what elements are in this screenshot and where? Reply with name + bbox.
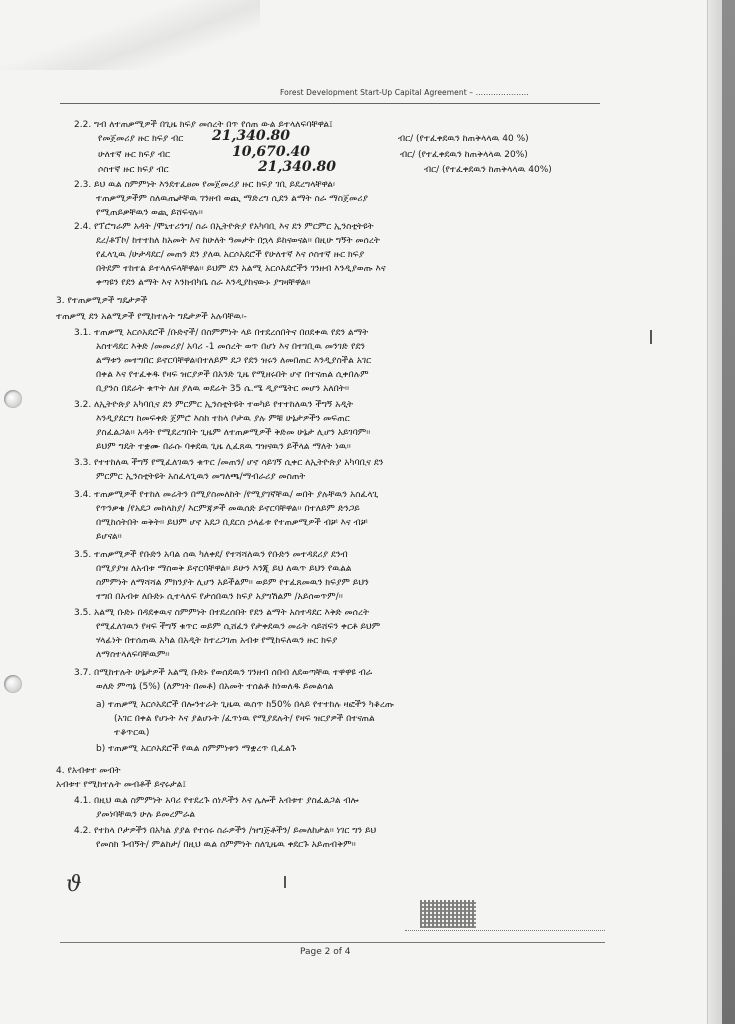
punch-hole-top — [4, 390, 22, 408]
text-line: ተጠቃሚዎችም ስለዉጤታቸዉ ገንዘብ ወጪ ማድረግ ሲደን ልማት ስራ ማስጀመሪያ — [96, 194, 368, 204]
dotted-rule — [405, 930, 605, 931]
text-line: ሃላፊነት በተሰጠዉ አካል በአዲት ከተረጋገጠ አብቱ የሚከፍለዉን ዙር ክፍያ — [96, 636, 338, 646]
handwritten-amount: 10,670.40 — [232, 144, 310, 160]
text-line: በሚከሰትበት ወቅት፡፡ ይህም ሆኖ አደጋ ቢደርስ ኃላፊቱ የተጠቃሚዎች ብቻ እና ብቻ — [96, 518, 368, 528]
text-line: 3.1. ተጠቃሚ አርሶአደሮች /ቡድኖች/ በስምምነት ላይ በተደረሰበትና በዐደቀዉ የደን ልማት — [74, 328, 369, 338]
text-line: a) ተጠቃሚ አርሶአደሮች በሎንተራት ጊዜዉ ዉስጥ ከ50% በላይ የተተከሉ ዛፎችን ካቆረጡ — [96, 700, 394, 710]
text-line: ወለድ ምጣኔ (5%) (ለምገት በመቶ) በአመት ተሰልቶ ከነወለዱ ይመልሳል — [96, 682, 334, 692]
text-line: ሶስተኛ ዙር ክፍያ ብር — [98, 165, 169, 175]
text-line: ቢያንስ በደራት ቁጥት ለዘ ያለዉ ወደሬት 35 ሴ.ሜ ዲያሜትር መሆን አለበት፡፡ — [96, 384, 350, 394]
page-edge — [707, 0, 722, 1024]
text-line: እንዲያደርግ ከመፍቀድ ጀምሮ እስከ ተከላ ቦታዉ ያሉ ምቹ ሁኔታዎችን መፍጠር — [96, 414, 350, 424]
text-line: ተጠቃሚ ደን አልሚዎች የሚከተሉት ግዴታዎች አሉባቸዉ፡- — [56, 312, 247, 322]
text-line: ሁለተኛ ዙር ክፍያ ብር — [98, 150, 170, 160]
amount-percentage-note: ብር/ (የተፈቀደዉን ከጠቅላላዉ 20%) — [400, 150, 528, 160]
punch-hole-bottom — [4, 675, 22, 693]
text-line: የመስክ ጉብኝት/ ምልከታ/ በዚህ ዉል ስምምነት ስለጊዜዉ ቀደርጉ አይጠብቅም፡፡ — [96, 840, 356, 850]
text-line: ተግበ በአብቱ ለቡድኑ ሲተላለፍ የታሰበዉን ክፍያ አያግሽልም /አይሰወጥም/፡፡ — [96, 592, 343, 602]
text-line: አስተዳደር እቅድ /መመሪያ/ አባሪ -1 መሰረት ወጥ በሆነ እና በተገቢዉ መንገድ የደን — [96, 342, 365, 352]
text-line: ልማቱን መተግበር ይኖርባቸዋል፡በተለይም ደጋ የደን ዝሩን ለመበጠር እንዲያስችል አገር — [96, 356, 372, 366]
text-line: ያስፈልጋል፡፡ አዳት የሚደረግበት ጊዜም ለተጠቃሚዎች ቅድመ ሁኔታ ሊሆን አይገባም፡፡ — [96, 428, 371, 438]
text-line: 3. የተጠቃሚዎች ግዴታዎች — [56, 296, 148, 306]
text-line: 4. የአብቱተ መብት — [56, 766, 121, 776]
text-line: ምርምር ኢንስቲትዩት አስፈላጊዉን መግለጫ/ማብራሪያ መስጠት — [96, 472, 306, 482]
text-line: የጥንቃቄ /የአደጋ መከላከያ/ እርምጃዎች መዉሰድ ይኖርባቸዋል፡፡ በተለይም ድንጋይ — [96, 504, 360, 514]
text-line: ለማስተላለፍባቸዉም፡፡ — [96, 650, 170, 660]
text-line: 3.7. በሚከተሉት ሁኔታዎች አልሚ ቡድኑ የወሰደዉን ገንዘብ ሰበብ ለደወጣቸዉ ተዋዋዩ ብራ — [74, 668, 373, 678]
margin-mark — [650, 330, 652, 344]
text-line: (አገር በቀል የሆኑት እና ያልሆኑት /ፈጥነዉ የሚያደሉት/ የዛፍ ዝርያዎች በተናጠል — [114, 714, 375, 724]
text-line: የሚጠይቃቸዉን ወጪ ይሸፍናሉ፡፡ — [96, 208, 203, 218]
header-divider — [60, 103, 600, 104]
text-line: ደረ/ቶፕኮ/ ከተተከለ ከአመት እና ከሁለት ዓመታት በኋላ ይከናወናል፡፡ በዚሁ ግኝት መሰረት — [96, 236, 380, 246]
handwritten-scribble: ϑ — [66, 872, 82, 897]
amount-percentage-note: ብር/ (የተፈቀደዉን ከጠቅላላዉ 40 %) — [398, 134, 529, 144]
text-line: 3.5. ተጠቃሚዎች የቡድን አባል ሰዉ ካለቀደ/ የተሻሻለዉን የቡድን መተዳደሪያ ደንብ — [74, 550, 348, 560]
text-line: በትደም ተከተል ይተላለፍላቸዋል፡፡ ይህም ደን አልሚ አርሶአደሮችን ገንዘብ እንዲያወጡ እና — [96, 264, 386, 274]
text-line: ተቆጥርዉ) — [114, 728, 150, 738]
text-line: 4.2. የተከላ ቦታዎችን በአካል ያያል የተሰሩ ስራዎችን /ዝግጅቶችን/ ይመለከታል፡፡ ነገር ግን ይህ — [74, 826, 377, 836]
text-line: 3.2. ለኢትዮጵያ አካባቢና ደን ምርምር ኢንስቲትዩት ተወካይ የተተከለዉን ችግኝ አዲት — [74, 400, 354, 410]
text-line: 2.3. ይህ ዉል ስምምነት እንደተፈፀመ የመጀመሪያ ዙር ክፍያ ገቢ ይደረግላቸዋል፡ — [74, 180, 336, 190]
text-line: ያመነባቸዉን ሁሉ ይመረምራል — [96, 810, 196, 820]
text-line: የፈላጊዉ /ሁታዳደር/ መጠን ደን ያለዉ አርሶአደሮች የሁለተኛ እና ሶስተኛ ዙር ክፍያ — [96, 250, 365, 260]
text-line: ስምምነት ለማሻሻል ምክንያት ሊሆን አይችልም፡፡ ወይም የተፈጸመዉን ክፍያም ይህን — [96, 578, 369, 588]
margin-mark-bottom — [284, 876, 286, 888]
text-line: 2.4. የፕሮግራም አዳት /ሞኒተሪንግ/ ስራ በኢትዮጵያ የአካባቢ እና ደን ምርምር ኢንስቲትዩት — [74, 222, 374, 232]
text-line: ይህም ግዴት ተቋሙ በራሱ ባቀደዉ ጊዜ ሊፈጸዉ ግዝናዉን ይችላል ማለት ነዉ፡፡ — [96, 442, 351, 452]
text-line: የመጀመሪያ ዙር ክፍያ ብር — [98, 134, 184, 144]
text-line: 3.3. የተተከለዉ ችግኝ የሚፈለገዉን ቁጥር /መጠን/ ሆኖ ሳይገኝ ሲቀር ለኢትዮጵያ አካባቢና ደን — [74, 458, 384, 468]
text-line: 3.5. አልሚ ቡድኑ በዳደቀዉና ስምምነት በተደረሰበት የደን ልማት አስተዳደር እቅድ መሰረት — [74, 608, 370, 618]
amount-percentage-note: ብር/ (የተፈቀደዉን ከጠቅላላዉ 40%) — [424, 165, 552, 175]
qr-stamp-icon — [420, 900, 476, 928]
text-line: በቀል እና የተፈቀዱ የዛፍ ዝርያዎች በአንድ ጊዜ የሚዘሩበት ሆኖ በተናጠል ሲቀበሉም — [96, 370, 369, 380]
page-header: Forest Development Start-Up Capital Agreement – ………………… — [280, 88, 529, 97]
page-number: Page 2 of 4 — [300, 947, 351, 957]
handwritten-amount: 21,340.80 — [258, 159, 336, 175]
footer-divider — [60, 942, 605, 943]
text-line: 3.4. ተጠቃሚዎች የተከለ መሬትን በሚያስመለከት /የሚያገኛቸዉ/ ወበት ያሉቸዉን አስፈላጊ — [74, 490, 379, 500]
text-line: 4.1. በዚህ ዉል ስምምነት አባሪ የተደረጉ ሰነዶችን እና ሌሎች አብቱተ ያስፈልጋል ብሎ — [74, 796, 359, 806]
page-curl — [0, 0, 260, 70]
text-line: ቀጣዩን የደን ልማት እና እንክብካቤ ስራ እንዲያከናውኑ ያግዛቸዋል፡፡ — [96, 278, 311, 288]
text-line: የሚፈለገዉን የዛፍ ችግኝ ቁጥር ወይም ሲሸፈን የታቀደዉን መሬት ሳይሸፍን ቀርቶ ይህም — [96, 622, 381, 632]
handwritten-amount: 21,340.80 — [212, 128, 290, 144]
text-line: b) ተጠቃሚ አርሶአደሮች የዉል ስምምነቱን ማቋረጥ ቢፈልጉ — [96, 744, 297, 754]
text-line: በሚያያዝ ለአብቱ ማስወቅ ይኖርባቸዋል፡፡ ይሁን እንጂ ይህ ለዉጥ ይህን የዉልል — [96, 564, 352, 574]
text-line: አብቱተ የሚከተሉት መብቶች ይኖሩታል፤ — [56, 780, 187, 790]
text-line: ይሆናል፡፡ — [96, 532, 122, 542]
text-line: 2.2. ግብ ለተጠቃሚዎች በጊዜ ክፍያ መሰረት በጥ የሰጠ ውል ይተላለፍባቸዋል፤ — [74, 120, 333, 130]
